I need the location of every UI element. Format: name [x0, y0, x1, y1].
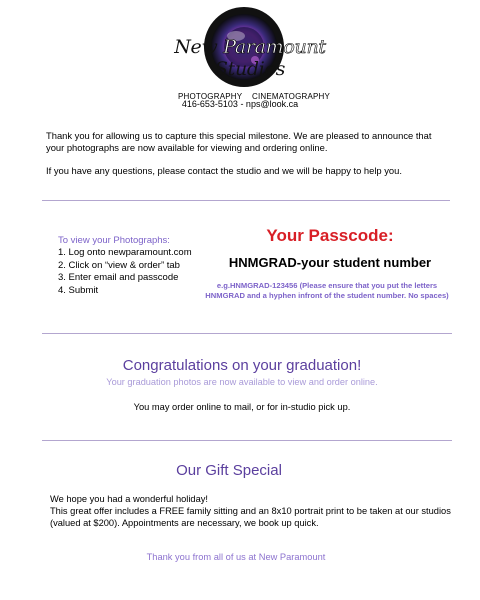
- congrats-subtitle: Your graduation photos are now available to view and order online.: [106, 377, 378, 387]
- passcode-note: e.g.HNMGRAD-123456 (Please ensure that you put the letters HNMGRAD and a hyphen infront of the student number. No spaces): [205, 281, 449, 300]
- studio-name-paramount: Paramount: [223, 36, 326, 58]
- studio-name-new: New: [174, 36, 218, 58]
- congrats-title: Congratulations on your graduation!: [122, 357, 362, 374]
- step-item: 4. Submit: [58, 285, 99, 296]
- divider: [42, 440, 452, 441]
- divider: [42, 333, 452, 334]
- gift-line-1: We hope you had a wonderful holiday!: [50, 494, 208, 504]
- gift-title: Our Gift Special: [176, 462, 282, 479]
- intro-paragraph: Thank you for allowing us to capture this special milestone. We are pleased to announce that your photographs are now available for viewing and ordering online.: [46, 130, 432, 153]
- gift-line-2: This great offer includes a FREE family sitting and an 8x10 portrait print to be taken at our studios (valued at $200). Appointments are necessary, we book up quick.: [50, 506, 451, 528]
- contact-info: 416-653-5103 - nps@look.ca: [181, 99, 299, 109]
- studio-name-studios: Studios: [214, 58, 286, 80]
- step-item: 3. Enter email and passcode: [58, 272, 179, 283]
- studio-name: [160, 36, 340, 80]
- passcode-value: HNMGRAD-your student number: [228, 255, 432, 270]
- studio-logo: [160, 6, 340, 101]
- logo-cinematography-label: CINEMATOGRAPHY: [252, 92, 331, 101]
- passcode-title: Your Passcode:: [266, 226, 394, 245]
- logo-photography-label: PHOTOGRAPHY: [178, 92, 243, 101]
- questions-paragraph: If you have any questions, please contact the studio and we will be happy to help you.: [46, 165, 402, 176]
- step-item: 2. Click on “view & order” tab: [58, 260, 180, 271]
- gift-body: [50, 493, 460, 529]
- order-info: You may order online to mail, or for in-studio pick up.: [133, 402, 351, 412]
- step-item: 1. Log onto newparamount.com: [58, 247, 192, 258]
- thanks-footer: Thank you from all of us at New Paramount: [146, 552, 326, 562]
- divider: [42, 200, 450, 201]
- steps-title: To view your Photographs:: [58, 235, 170, 246]
